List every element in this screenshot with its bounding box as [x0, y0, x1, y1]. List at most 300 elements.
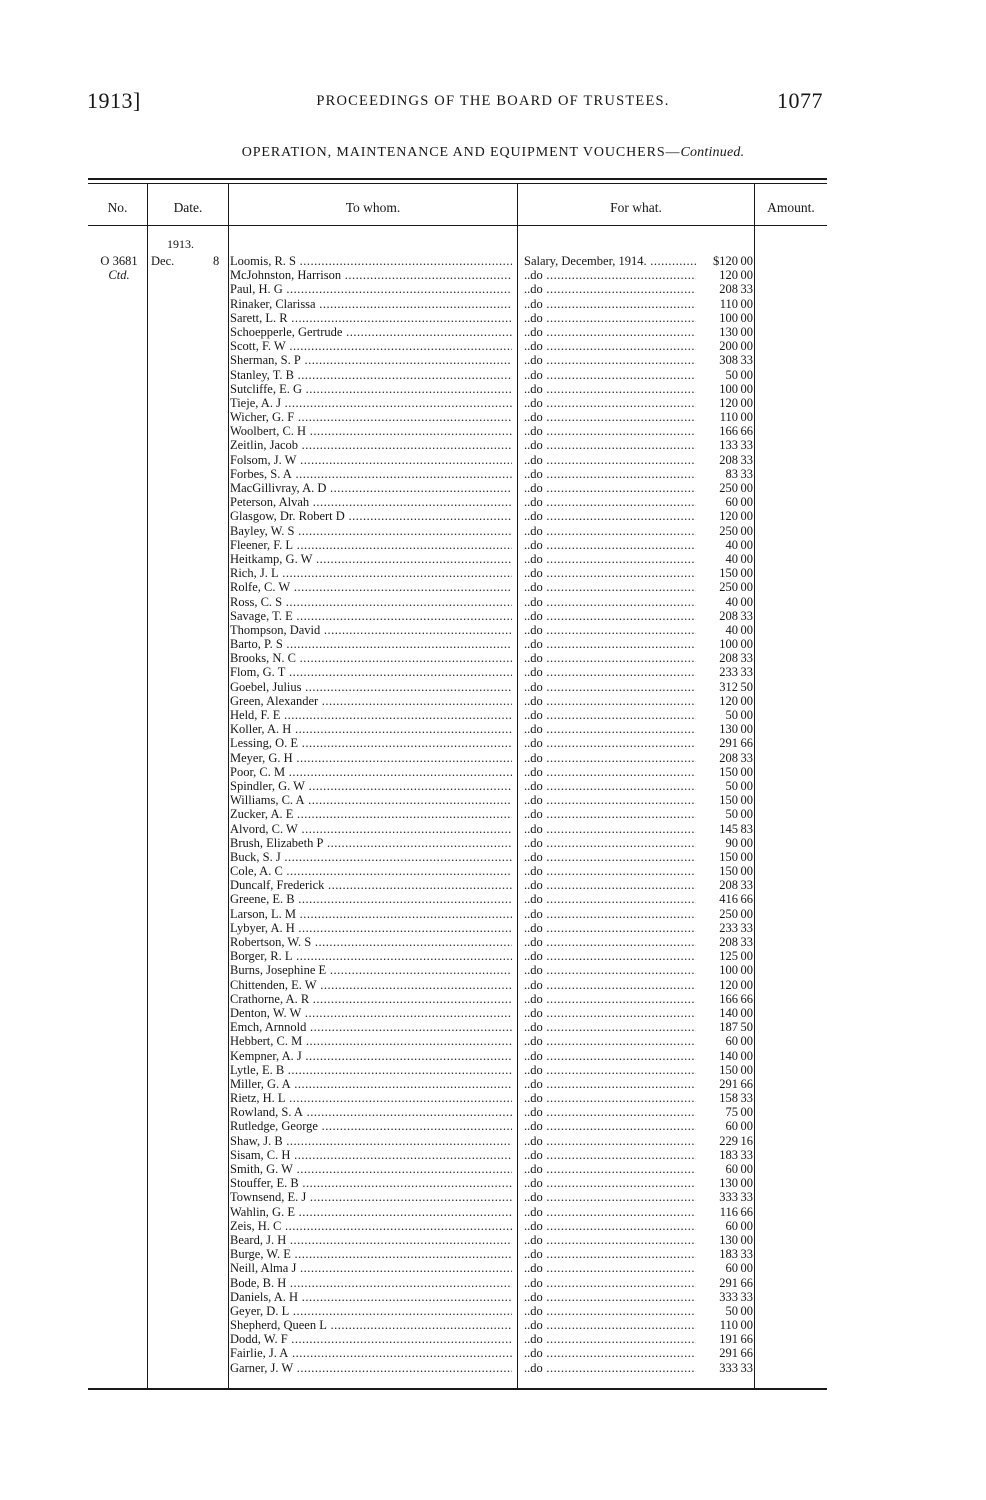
amount-dollars: 183: [719, 1147, 738, 1162]
payment-purpose: ..do .....: [524, 779, 696, 793]
amount-cents: 00: [740, 807, 753, 822]
table-row: [0, 907, 986, 921]
payment-purpose: ..do .....: [524, 963, 696, 977]
amount-cents: 00: [740, 864, 753, 879]
payment-purpose: ..do .....: [524, 353, 696, 367]
payee-name: Barto, P. S .....: [230, 637, 512, 651]
amount-dollars: 308: [719, 353, 738, 368]
payee-name: Lessing, O. E .....: [230, 736, 512, 750]
amount-dollars: 145: [719, 821, 738, 836]
payee-name: Rinaker, Clarissa .....: [230, 297, 512, 311]
payment-purpose: ..do .....: [524, 878, 696, 892]
amount-dollars: 229: [719, 1133, 738, 1148]
payment-purpose: ..do .....: [524, 538, 696, 552]
amount-dollars: 40: [725, 594, 738, 609]
amount-dollars: 75: [725, 1105, 738, 1120]
table-row: [0, 325, 986, 339]
payee-name: Brooks, N. C .....: [230, 651, 512, 665]
amount-dollars: 291: [719, 1346, 738, 1361]
payment-purpose: ..do .....: [524, 339, 696, 353]
table-row: [0, 878, 986, 892]
amount-dollars: 333: [719, 1190, 738, 1205]
amount-cents: 33: [740, 608, 753, 623]
payee-name: Bayley, W. S .....: [230, 524, 512, 538]
table-row: [0, 836, 986, 850]
table-row: [0, 1290, 986, 1304]
amount-cents: 00: [740, 254, 753, 268]
payee-name: Meyer, G. H .....: [230, 751, 512, 765]
amount-cents: 00: [740, 310, 753, 325]
table-row: [0, 1219, 986, 1233]
amount-dollars: 50: [725, 708, 738, 722]
payment-purpose: ..do .....: [524, 935, 696, 949]
payment-purpose: ..do .....: [524, 1034, 696, 1048]
amount-dollars: 60: [725, 1034, 738, 1049]
amount-cents: 00: [740, 395, 753, 410]
amount-dollars: 158: [719, 1091, 738, 1106]
payment-purpose: ..do .....: [524, 1049, 696, 1063]
payment-purpose: ..do .....: [524, 680, 696, 694]
payee-name: Daniels, A. H .....: [230, 1290, 512, 1304]
amount-cents: 00: [740, 793, 753, 808]
amount-dollars: 291: [719, 736, 738, 751]
amount-cents: 00: [740, 949, 753, 964]
table-row: [0, 921, 986, 935]
table-row: [0, 410, 986, 424]
payee-name: Goebel, Julius .....: [230, 680, 512, 694]
date-day: 8: [213, 254, 220, 268]
payment-purpose: ..do .....: [524, 1148, 696, 1162]
amount-dollars: 208: [719, 452, 738, 467]
amount-cents: 66: [740, 736, 753, 751]
table-top-rule-inner: [88, 183, 827, 184]
table-row: [0, 268, 986, 282]
amount-cents: 00: [740, 495, 753, 510]
table-row: [0, 467, 986, 481]
amount-cents: 33: [740, 1289, 753, 1304]
payee-name: Cole, A. C .....: [230, 864, 512, 878]
payment-purpose: ..do .....: [524, 722, 696, 736]
amount-cents: 00: [740, 580, 753, 595]
table-row: [0, 935, 986, 949]
amount-dollars: 83: [725, 466, 738, 481]
voucher-number: O 3681: [100, 254, 138, 268]
payment-purpose: ..do .....: [524, 1063, 696, 1077]
table-row: [0, 1162, 986, 1176]
payee-name: Lybyer, A. H .....: [230, 921, 512, 935]
amount-cents: 00: [740, 1176, 753, 1191]
amount-cents: 33: [740, 466, 753, 481]
voucher-entries: [0, 254, 986, 1375]
amount-dollars: 120: [719, 693, 738, 708]
payment-purpose: ..do .....: [524, 793, 696, 807]
page-number: 1077: [777, 88, 823, 113]
payee-name: Emch, Arnnold .....: [230, 1020, 512, 1034]
amount-dollars: 208: [719, 935, 738, 949]
payee-name: Sarett, L. R .....: [230, 311, 512, 325]
amount-cents: 00: [740, 1162, 753, 1176]
amount-cents: 00: [740, 849, 753, 864]
table-row: [0, 1304, 986, 1318]
amount-dollars: 250: [719, 906, 738, 921]
payee-name: Spindler, G. W .....: [230, 779, 512, 793]
table-top-rule: [88, 178, 827, 180]
payment-purpose: ..do .....: [524, 1006, 696, 1020]
amount-dollars: 130: [719, 324, 738, 339]
payee-name: Heitkamp, G. W .....: [230, 552, 512, 566]
date-year: 1913.: [167, 237, 194, 251]
amount-dollars: 140: [719, 1005, 738, 1020]
payee-name: Rowland, S. A .....: [230, 1105, 512, 1119]
table-row: [0, 1034, 986, 1048]
amount-cents: 00: [740, 977, 753, 992]
amount-cents: 33: [740, 1147, 753, 1162]
amount-cents: 33: [740, 353, 753, 368]
amount-dollars: 250: [719, 580, 738, 595]
table-row: [0, 1134, 986, 1148]
amount-cents: 00: [740, 778, 753, 793]
table-row: [0, 1276, 986, 1290]
payee-name: Koller, A. H .....: [230, 722, 512, 736]
payee-name: MacGillivray, A. D .....: [230, 481, 512, 495]
payment-purpose: ..do .....: [524, 396, 696, 410]
amount-dollars: 291: [719, 1076, 738, 1091]
amount-dollars: 90: [725, 835, 738, 850]
amount-dollars: 133: [719, 438, 738, 453]
amount-dollars: 50: [725, 367, 738, 382]
section-subtitle: [0, 145, 986, 161]
payee-name: Rietz, H. L .....: [230, 1091, 512, 1105]
payment-purpose: ..do .....: [524, 708, 696, 722]
amount-dollars: 110: [719, 296, 738, 311]
amount-cents: 33: [740, 452, 753, 467]
table-row: [0, 396, 986, 410]
payment-purpose: ..do .....: [524, 1346, 696, 1360]
amount-dollars: 208: [719, 651, 738, 666]
amount-dollars: 120: [719, 977, 738, 992]
amount-cents: 33: [740, 935, 753, 949]
table-row: [0, 424, 986, 438]
table-row: [0, 751, 986, 765]
amount-dollars: 120: [719, 509, 738, 524]
amount-cents: 00: [740, 835, 753, 850]
amount-dollars: 60: [725, 1261, 738, 1276]
amount-cents: 50: [740, 679, 753, 694]
payment-purpose: ..do .....: [524, 1077, 696, 1091]
payee-name: Folsom, J. W .....: [230, 453, 512, 467]
table-row: [0, 339, 986, 353]
payee-name: Smith, G. W .....: [230, 1162, 512, 1176]
amount-cents: 33: [740, 920, 753, 935]
payee-name: Greene, E. B .....: [230, 892, 512, 906]
amount-cents: 00: [740, 1232, 753, 1247]
page-title: PROCEEDINGS OF THE BOARD OF TRUSTEES.: [316, 93, 670, 109]
payee-name: Williams, C. A .....: [230, 793, 512, 807]
table-row: [0, 282, 986, 296]
table-row: [0, 609, 986, 623]
amount-cents: 00: [740, 381, 753, 396]
table-row: [0, 1063, 986, 1077]
payee-name: Stanley, T. B .....: [230, 368, 512, 382]
amount-cents: 00: [740, 1034, 753, 1049]
table-row: [0, 680, 986, 694]
table-row: [0, 1020, 986, 1034]
table-row: [0, 297, 986, 311]
table-row: [0, 1049, 986, 1063]
amount-dollars: 208: [719, 608, 738, 623]
payee-name: Beard, J. H .....: [230, 1233, 512, 1247]
payment-purpose: ..do .....: [524, 368, 696, 382]
payment-purpose: ..do .....: [524, 992, 696, 1006]
amount-dollars: 150: [719, 849, 738, 864]
payee-name: Fleener, F. L .....: [230, 538, 512, 552]
payment-purpose: ..do .....: [524, 467, 696, 481]
payment-purpose: ..do .....: [524, 907, 696, 921]
amount-cents: 00: [740, 963, 753, 978]
amount-cents: 00: [740, 594, 753, 609]
table-row: [0, 368, 986, 382]
payee-name: Wicher, G. F .....: [230, 410, 512, 424]
payment-purpose: ..do .....: [524, 268, 696, 282]
payee-name: Garner, J. W .....: [230, 1361, 512, 1375]
payee-name: Sherman, S. P .....: [230, 353, 512, 367]
table-row: [0, 1006, 986, 1020]
payee-name: Crathorne, A. R .....: [230, 992, 512, 1006]
payment-purpose: ..do .....: [524, 453, 696, 467]
payee-name: Zucker, A. E .....: [230, 807, 512, 821]
payee-name: Scott, F. W .....: [230, 339, 512, 353]
amount-dollars: 110: [719, 1318, 738, 1333]
payee-name: Kempner, A. J .....: [230, 1049, 512, 1063]
table-row: [0, 1361, 986, 1375]
amount-dollars: 166: [719, 424, 738, 439]
table-row: [0, 1148, 986, 1162]
amount-dollars: 250: [719, 523, 738, 538]
payment-purpose: ..do .....: [524, 1261, 696, 1275]
payee-name: Schoepperle, Gertrude .....: [230, 325, 512, 339]
payee-name: Lytle, E. B .....: [230, 1063, 512, 1077]
table-row: [0, 623, 986, 637]
payment-purpose: ..do .....: [524, 637, 696, 651]
amount-cents: 66: [740, 1204, 753, 1219]
payment-purpose: Salary, December, 1914. .....: [524, 254, 696, 268]
payment-purpose: ..do .....: [524, 438, 696, 452]
table-row: [0, 708, 986, 722]
table-row: [0, 1190, 986, 1204]
column-header-for-what: For what.: [610, 200, 662, 215]
payment-purpose: ..do .....: [524, 1318, 696, 1332]
table-row: [0, 963, 986, 977]
table-row: [0, 637, 986, 651]
payee-name: Denton, W. W .....: [230, 1006, 512, 1020]
amount-dollars: 416: [719, 892, 738, 907]
amount-dollars: 166: [719, 991, 738, 1006]
payee-name: Tieje, A. J .....: [230, 396, 512, 410]
amount-cents: 00: [740, 537, 753, 552]
payee-name: Flom, G. T .....: [230, 665, 512, 679]
table-row: [0, 311, 986, 325]
amount-cents: 00: [740, 551, 753, 566]
payee-name: Alvord, C. W .....: [230, 822, 512, 836]
payee-name: Rich, J. L .....: [230, 566, 512, 580]
payment-purpose: ..do .....: [524, 382, 696, 396]
amount-cents: 33: [740, 282, 753, 297]
payment-purpose: ..do .....: [524, 751, 696, 765]
column-header-no: No.: [107, 200, 128, 215]
table-row: [0, 1205, 986, 1219]
payee-name: Loomis, R. S .....: [230, 254, 512, 268]
payment-purpose: ..do .....: [524, 297, 696, 311]
table-row: [0, 736, 986, 750]
amount-cents: 66: [740, 1275, 753, 1290]
table-row: [0, 1105, 986, 1119]
table-row: [0, 765, 986, 779]
amount-cents: 00: [740, 268, 753, 283]
payee-name: Robertson, W. S .....: [230, 935, 512, 949]
table-row: [0, 566, 986, 580]
payee-name: Larson, L. M .....: [230, 907, 512, 921]
table-row: [0, 353, 986, 367]
table-row: [0, 949, 986, 963]
amount-cents: 00: [740, 622, 753, 637]
payment-purpose: ..do .....: [524, 949, 696, 963]
table-row: [0, 254, 986, 268]
header-bottom-rule: [88, 225, 827, 226]
amount-dollars: 125: [719, 949, 738, 964]
amount-dollars: $120: [713, 254, 738, 268]
amount-cents: 66: [740, 1346, 753, 1361]
table-row: [0, 1247, 986, 1261]
table-row: [0, 1332, 986, 1346]
payment-purpose: ..do .....: [524, 694, 696, 708]
table-row: [0, 793, 986, 807]
table-row: [0, 1318, 986, 1332]
amount-cents: 00: [740, 1005, 753, 1020]
payment-purpose: ..do .....: [524, 410, 696, 424]
table-row: [0, 1233, 986, 1247]
amount-cents: 33: [740, 1190, 753, 1205]
payment-purpose: ..do .....: [524, 1219, 696, 1233]
payment-purpose: ..do .....: [524, 822, 696, 836]
amount-dollars: 208: [719, 750, 738, 765]
payee-name: McJohnston, Harrison .....: [230, 268, 512, 282]
running-head: [0, 88, 986, 118]
amount-cents: 50: [740, 1020, 753, 1035]
amount-cents: 16: [740, 1133, 753, 1148]
amount-cents: 00: [740, 566, 753, 581]
voucher-continued: Ctd.: [108, 268, 130, 282]
amount-dollars: 150: [719, 1062, 738, 1077]
amount-dollars: 183: [719, 1247, 738, 1262]
payment-purpose: ..do .....: [524, 1119, 696, 1133]
amount-dollars: 40: [725, 537, 738, 552]
amount-dollars: 333: [719, 1360, 738, 1375]
table-row: [0, 1261, 986, 1275]
table-row: [0, 538, 986, 552]
payment-purpose: ..do .....: [524, 311, 696, 325]
amount-dollars: 150: [719, 864, 738, 879]
payee-name: Fairlie, J. A .....: [230, 1346, 512, 1360]
amount-dollars: 208: [719, 282, 738, 297]
table-row: [0, 1077, 986, 1091]
payee-name: Burge, W. E .....: [230, 1247, 512, 1261]
subtitle-text: OPERATION, MAINTENANCE AND EQUIPMENT VOUCHERS—: [241, 145, 681, 160]
payee-name: Paul, H. G .....: [230, 282, 512, 296]
amount-dollars: 40: [725, 622, 738, 637]
payment-purpose: ..do .....: [524, 282, 696, 296]
amount-dollars: 120: [719, 395, 738, 410]
amount-cents: 00: [740, 324, 753, 339]
payment-purpose: ..do .....: [524, 736, 696, 750]
amount-dollars: 312: [719, 679, 738, 694]
amount-cents: 66: [740, 1076, 753, 1091]
column-header-date: Date.: [173, 200, 203, 215]
payee-name: Zeis, H. C .....: [230, 1219, 512, 1233]
amount-dollars: 233: [719, 920, 738, 935]
amount-cents: 00: [740, 1218, 753, 1233]
amount-cents: 33: [740, 750, 753, 765]
amount-cents: 00: [740, 523, 753, 538]
payee-name: Savage, T. E .....: [230, 609, 512, 623]
payment-purpose: ..do .....: [524, 1290, 696, 1304]
payee-name: Miller, G. A .....: [230, 1077, 512, 1091]
payment-purpose: ..do .....: [524, 807, 696, 821]
payment-purpose: ..do .....: [524, 1176, 696, 1190]
payment-purpose: ..do .....: [524, 978, 696, 992]
amount-dollars: 120: [719, 268, 738, 283]
payee-name: Zeitlin, Jacob .....: [230, 438, 512, 452]
table-row: [0, 822, 986, 836]
table-row: [0, 722, 986, 736]
payment-purpose: ..do .....: [524, 580, 696, 594]
amount-cents: 66: [740, 1332, 753, 1347]
payee-name: Stouffer, E. B .....: [230, 1176, 512, 1190]
payee-name: Shaw, J. B .....: [230, 1134, 512, 1148]
payment-purpose: ..do .....: [524, 1190, 696, 1204]
payment-purpose: ..do .....: [524, 552, 696, 566]
column-header-to-whom: To whom.: [345, 200, 401, 215]
amount-cents: 33: [740, 1247, 753, 1262]
table-row: [0, 651, 986, 665]
amount-dollars: 100: [719, 963, 738, 978]
payment-purpose: ..do .....: [524, 850, 696, 864]
amount-cents: 00: [740, 481, 753, 495]
payment-purpose: ..do .....: [524, 651, 696, 665]
amount-dollars: 200: [719, 339, 738, 354]
payee-name: Geyer, D. L .....: [230, 1304, 512, 1318]
amount-dollars: 60: [725, 1218, 738, 1233]
payee-name: Buck, S. J .....: [230, 850, 512, 864]
payment-purpose: ..do .....: [524, 1020, 696, 1034]
amount-dollars: 116: [719, 1204, 738, 1219]
payee-name: Held, F. E .....: [230, 708, 512, 722]
amount-cents: 00: [740, 1303, 753, 1318]
amount-dollars: 50: [725, 778, 738, 793]
table-row: [0, 524, 986, 538]
header-year: 1913]: [87, 88, 141, 113]
column-header-amount: Amount.: [767, 200, 815, 215]
payee-name: Glasgow, Dr. Robert D .....: [230, 509, 512, 523]
payment-purpose: ..do .....: [524, 1134, 696, 1148]
amount-cents: 33: [740, 651, 753, 666]
payee-name: Hebbert, C. M .....: [230, 1034, 512, 1048]
table-row: [0, 1119, 986, 1133]
payee-name: Sutcliffe, E. G .....: [230, 382, 512, 396]
payment-purpose: ..do .....: [524, 1205, 696, 1219]
table-row: [0, 807, 986, 821]
amount-cents: 00: [740, 764, 753, 779]
amount-cents: 00: [740, 1048, 753, 1063]
